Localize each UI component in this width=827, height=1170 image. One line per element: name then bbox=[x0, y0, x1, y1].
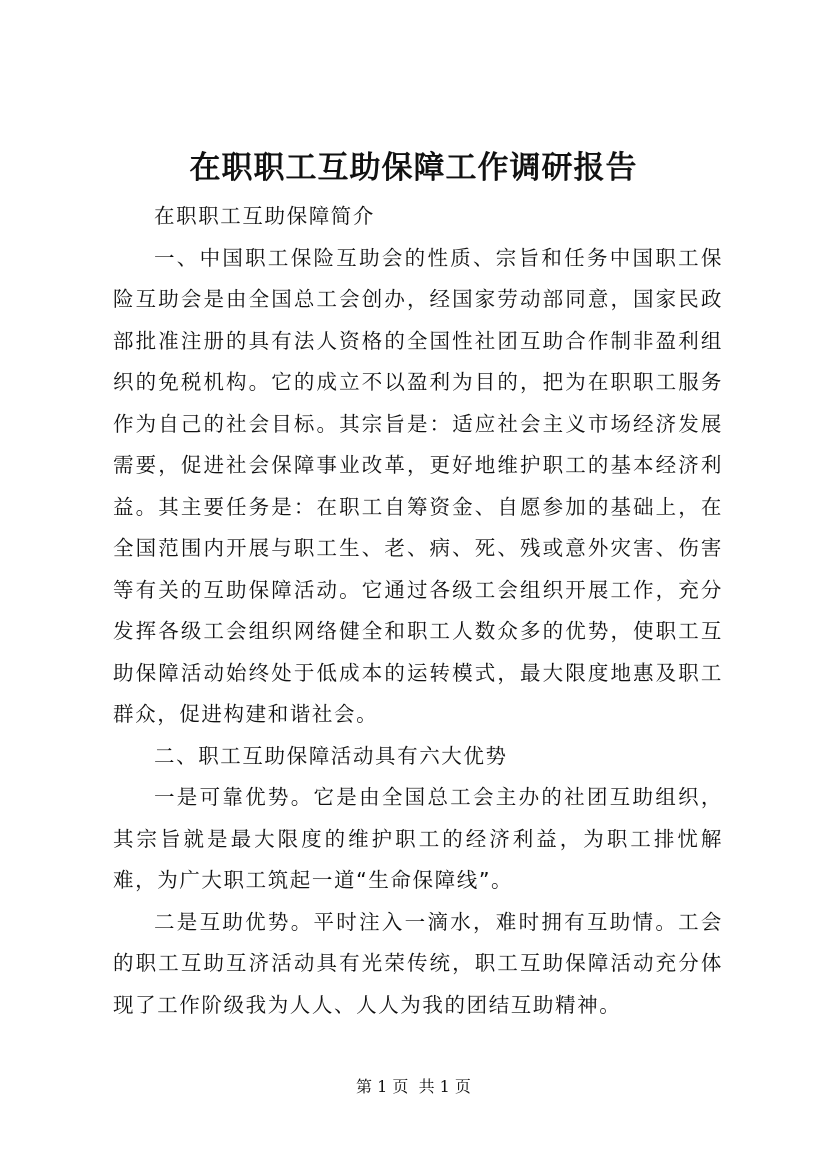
document-title: 在职职工互助保障工作调研报告 bbox=[189, 150, 638, 186]
section-heading-intro: 在职职工互助保障简介 bbox=[154, 204, 375, 228]
paragraph-nature-purpose-tasks: 一、中国职工保险互助会的性质、宗旨和任务中国职工保险互助会是由全国总工会创办，经国家劳动部同意，国家民政部批准注册的具有法人资格的全国性社团互助合作制非盈利组织的免税机构。它的成立不以盈利为目的，把为在职职工服务作为自己的社会目标。其宗旨是：适应社会主义市场经济发展需要，促进社会保障事业改革，更好地维护职工的基本经济利益。其主要任务是：在职工自筹资金、自愿参加的基础上，在全国范围内开展与职工生、老、病、死、残或意外灾害、伤害等有关的互助保障活动。它通过各级工会组织开展工作，充分发挥各级工会组织网络健全和职工人数众多的优势，使职工互助保障活动始终处于低成本的运转模式，最大限度地惠及职工群众，促进构建和谐社会。 bbox=[113, 245, 723, 726]
paragraph-reliability-advantage: 一是可靠优势。它是由全国总工会主办的社团互助组织，其宗旨就是最大限度的维护职工的经济利益，为职工排忧解难，为广大职工筑起一道“生命保障线”。 bbox=[113, 785, 723, 892]
section-heading-six-advantages: 二、职工互助保障活动具有六大优势 bbox=[154, 743, 508, 768]
paragraph-mutual-aid-advantage: 二是互助优势。平时注入一滴水，难时拥有互助情。工会的职工互助互济活动具有光荣传统，职工互助保障活动充分体现了工作阶级我为人人、人人为我的团结互助精神。 bbox=[113, 909, 723, 1017]
page-footer bbox=[0, 1076, 827, 1098]
document-body bbox=[113, 196, 723, 1026]
page-number: 第 1 页 共 1 页 bbox=[356, 1077, 471, 1096]
